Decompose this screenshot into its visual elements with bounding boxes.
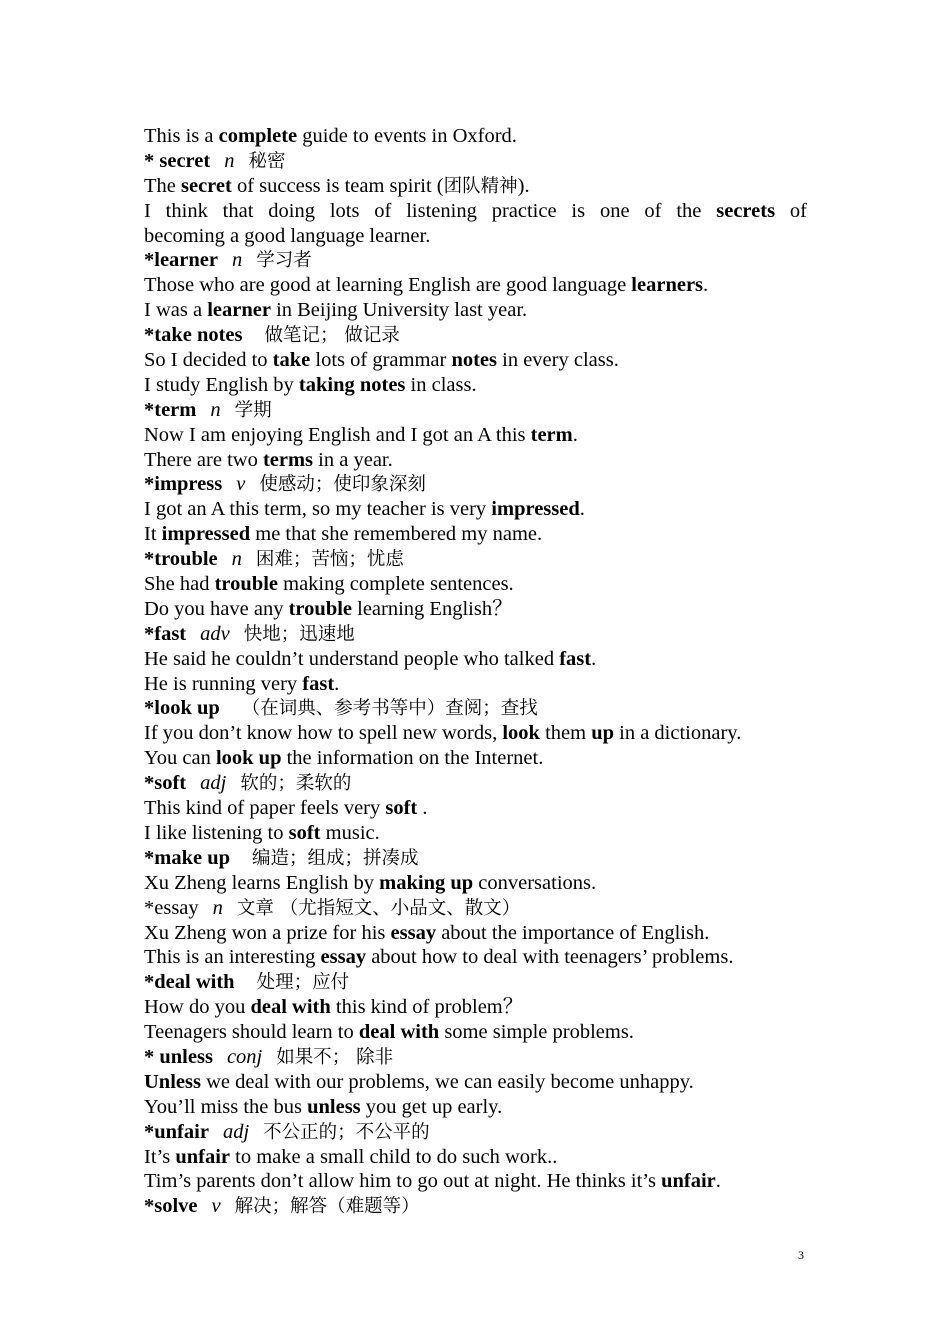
example-sentence — [144, 522, 807, 547]
sentence-text: Do you have any — [144, 597, 289, 620]
entry-word: *term — [144, 398, 197, 421]
entry-meaning: 编造；组成；拼凑成 — [252, 847, 419, 869]
highlighted-word: take — [272, 349, 311, 372]
highlighted-word: soft — [385, 797, 418, 820]
sentence-text: making complete sentences. — [278, 573, 514, 596]
sentence-text: You can — [144, 747, 216, 770]
sentence-text: I was a — [144, 299, 208, 322]
entry-part-of-speech: n — [231, 548, 242, 571]
entry-meaning: 解决；解答（难题等） — [234, 1196, 420, 1218]
example-sentence — [144, 746, 807, 771]
sentence-text: . — [591, 647, 597, 670]
example-sentence — [144, 1095, 807, 1120]
example-sentence — [144, 348, 807, 373]
example-sentence — [144, 647, 807, 672]
highlighted-word: secret — [181, 174, 232, 197]
example-sentence — [144, 423, 807, 448]
highlighted-word: notes — [451, 349, 498, 372]
sentence-text: to make a small child to do such work.. — [230, 1145, 558, 1168]
sentence-text: . — [579, 498, 585, 521]
sentence-text: 团队精神 — [443, 175, 518, 197]
vocab-entry — [144, 398, 807, 423]
entry-meaning: 如果不； 除非 — [276, 1046, 394, 1068]
sentence-text: them — [539, 722, 592, 745]
sentence-text: How do you — [144, 996, 251, 1019]
example-sentence — [144, 224, 807, 249]
vocab-entry — [144, 696, 807, 721]
entry-part-of-speech: v — [236, 473, 246, 496]
entry-word: *fast — [144, 622, 187, 645]
sentence-text: ). — [517, 174, 530, 197]
entry-meaning: 处理；应付 — [256, 972, 350, 994]
vocabulary-list — [144, 124, 807, 1219]
vocab-entry — [144, 846, 807, 871]
sentence-text: This is a — [144, 125, 219, 147]
highlighted-word: impressed — [161, 523, 251, 546]
highlighted-word: trouble — [288, 597, 353, 620]
highlighted-word: secrets — [716, 199, 776, 222]
entry-part-of-speech: adj — [200, 772, 227, 795]
entry-meaning: 文章 （尤指短文、小品文、散文） — [236, 897, 521, 919]
sentence-text: Those who are good at learning English are good language — [144, 274, 632, 297]
sentence-text: You’ll miss the bus — [144, 1095, 308, 1118]
highlighted-word: essay — [390, 921, 437, 944]
sentence-text: we deal with our problems, we can easily become unhappy. — [200, 1070, 694, 1093]
vocab-entry — [144, 323, 807, 348]
entry-meaning: 学习者 — [256, 250, 312, 272]
entry-meaning: 秘密 — [248, 150, 286, 172]
entry-word: *learner — [144, 249, 218, 272]
sentence-text: you get up early. — [360, 1095, 503, 1118]
sentence-text: of — [775, 199, 807, 222]
sentence-text: Xu Zheng won a prize for his — [144, 921, 391, 944]
sentence-text: I like listening to — [144, 821, 289, 844]
highlighted-word: unless — [307, 1095, 361, 1118]
sentence-text: . — [703, 274, 709, 297]
page-number: 3 — [798, 1248, 804, 1262]
highlighted-word: trouble — [214, 573, 279, 596]
entry-part-of-speech: n — [224, 149, 235, 172]
sentence-text: It — [144, 523, 162, 546]
example-sentence — [144, 199, 807, 224]
entry-meaning: （在词典、参考书等中）查阅；查找 — [241, 698, 538, 720]
entry-part-of-speech: n — [232, 249, 243, 272]
example-sentence — [144, 796, 807, 821]
entry-part-of-speech: n — [210, 398, 221, 421]
vocab-entry — [144, 970, 807, 995]
entry-part-of-speech: n — [212, 896, 223, 919]
sentence-text: becoming a good language learner. — [144, 224, 431, 247]
highlighted-word: terms — [262, 448, 314, 471]
sentence-text: So I decided to — [144, 349, 273, 372]
example-sentence — [144, 921, 807, 946]
entry-part-of-speech: v — [211, 1195, 221, 1218]
sentence-text: some simple problems. — [439, 1021, 634, 1044]
highlighted-word: learners — [631, 274, 704, 297]
vocab-entry — [144, 547, 807, 572]
sentence-text: about the importance of English. — [436, 921, 710, 944]
vocab-entry — [144, 896, 807, 921]
entry-word: * unless — [144, 1045, 213, 1068]
entry-word: *unfair — [144, 1120, 209, 1143]
vocab-entry — [144, 1120, 807, 1145]
sentence-text: me that she remembered my name. — [250, 523, 543, 546]
example-sentence — [144, 448, 807, 473]
sentence-text: Teenagers should learn to — [144, 1021, 359, 1044]
sentence-text: He said he couldn’t understand people who talked — [144, 647, 560, 670]
example-sentence — [144, 273, 807, 298]
sentence-text: I study English by — [144, 373, 299, 396]
example-sentence — [144, 373, 807, 398]
sentence-text: He is running very — [144, 672, 303, 695]
entry-word: *deal with — [144, 971, 235, 994]
highlighted-word: taking notes — [298, 373, 406, 396]
example-sentence — [144, 945, 807, 970]
vocab-entry — [144, 1194, 807, 1219]
example-sentence — [144, 1070, 807, 1095]
sentence-text: . — [417, 797, 428, 820]
sentence-text: in every class. — [497, 349, 619, 372]
entry-part-of-speech: conj — [226, 1045, 263, 1068]
sentence-text: I think that doing lots of listening practice is one of the — [144, 199, 717, 222]
highlighted-word: term — [530, 423, 573, 446]
sentence-text: This is an interesting — [144, 946, 321, 969]
sentence-text: the information on the Internet. — [281, 747, 544, 770]
entry-meaning: 不公正的；不公平的 — [263, 1121, 430, 1143]
highlighted-word: deal with — [358, 1021, 440, 1044]
sentence-text: There are two — [144, 448, 263, 471]
sentence-text: The — [144, 174, 181, 197]
highlighted-word: Unless — [144, 1070, 201, 1093]
example-sentence — [144, 721, 807, 746]
entry-word: *soft — [144, 772, 187, 795]
entry-meaning: 做笔记； 做记录 — [264, 325, 400, 347]
entry-word: *make up — [144, 846, 231, 869]
sentence-text: this kind of problem？ — [330, 996, 524, 1019]
sentence-text: . — [572, 423, 578, 446]
vocab-entry — [144, 771, 807, 796]
highlighted-word: look up — [215, 747, 282, 770]
highlighted-word: impressed — [491, 498, 580, 521]
example-sentence — [144, 1020, 807, 1045]
highlighted-word: learner — [207, 299, 271, 322]
sentence-text: of success is team spirit ( — [231, 174, 444, 197]
sentence-text: This kind of paper feels very — [144, 797, 386, 820]
highlighted-word: up — [591, 722, 615, 745]
example-sentence — [144, 174, 807, 199]
sentence-text: Xu Zheng learns English by — [144, 871, 380, 894]
sentence-text: If you don’t know how to spell new words, — [144, 722, 503, 745]
entry-word: *take notes — [144, 324, 243, 347]
entry-meaning: 学期 — [234, 399, 272, 421]
example-sentence — [144, 821, 807, 846]
entry-meaning: 快地；迅速地 — [243, 623, 355, 645]
example-sentence — [144, 124, 807, 149]
sentence-text: about how to deal with teenagers’ problems. — [366, 946, 734, 969]
example-sentence — [144, 1145, 807, 1170]
vocab-entry — [144, 1045, 807, 1070]
example-sentence — [144, 995, 807, 1020]
vocab-entry — [144, 149, 807, 174]
sentence-text: Tim’s parents don’t allow him to go out at night. He thinks it’s — [144, 1170, 662, 1193]
highlighted-word: making up — [379, 871, 474, 894]
sentence-text: guide to events in Oxford. — [297, 125, 517, 147]
example-sentence — [144, 597, 807, 622]
sentence-text: I got an A this term, so my teacher is very — [144, 498, 492, 521]
highlighted-word: unfair — [175, 1145, 231, 1168]
example-sentence — [144, 1169, 807, 1194]
entry-meaning: 使感动；使印象深刻 — [259, 474, 426, 496]
sentence-text: in Beijing University last year. — [270, 299, 528, 322]
example-sentence — [144, 572, 807, 597]
vocab-entry — [144, 248, 807, 273]
entry-word: *solve — [144, 1195, 198, 1218]
sentence-text: . — [715, 1170, 721, 1193]
example-sentence — [144, 497, 807, 522]
entry-meaning: 困难；苦恼；忧虑 — [255, 549, 404, 571]
sentence-text: in a dictionary. — [614, 722, 742, 745]
sentence-text: in a year. — [313, 448, 393, 471]
sentence-text: . — [334, 672, 340, 695]
highlighted-word: look — [502, 722, 540, 745]
highlighted-word: unfair — [661, 1170, 716, 1193]
example-sentence — [144, 672, 807, 697]
entry-part-of-speech: adj — [222, 1120, 250, 1143]
sentence-text: lots of grammar — [310, 349, 452, 372]
entry-word: *look up — [144, 697, 220, 720]
highlighted-word: deal with — [250, 996, 331, 1019]
entry-part-of-speech: adv — [200, 622, 230, 645]
sentence-text: conversations. — [473, 871, 597, 894]
sentence-text: Now I am enjoying English and I got an A this — [144, 423, 531, 446]
sentence-text: She had — [144, 573, 215, 596]
sentence-text: It’s — [144, 1145, 176, 1168]
sentence-text: learning English？ — [352, 597, 513, 620]
highlighted-word: fast — [559, 647, 592, 670]
highlighted-word: complete — [218, 125, 298, 147]
sentence-text: in class. — [405, 373, 477, 396]
entry-word: *impress — [144, 473, 223, 496]
vocab-entry — [144, 472, 807, 497]
highlighted-word: soft — [288, 821, 321, 844]
vocab-entry — [144, 622, 807, 647]
sentence-text: music. — [320, 821, 380, 844]
entry-word: *trouble — [144, 548, 218, 571]
entry-meaning: 软的；柔软的 — [240, 773, 352, 795]
example-sentence — [144, 871, 807, 896]
highlighted-word: fast — [302, 672, 335, 695]
highlighted-word: essay — [320, 946, 367, 969]
entry-word: * secret — [144, 149, 211, 172]
entry-word: *essay — [144, 896, 199, 919]
example-sentence — [144, 298, 807, 323]
